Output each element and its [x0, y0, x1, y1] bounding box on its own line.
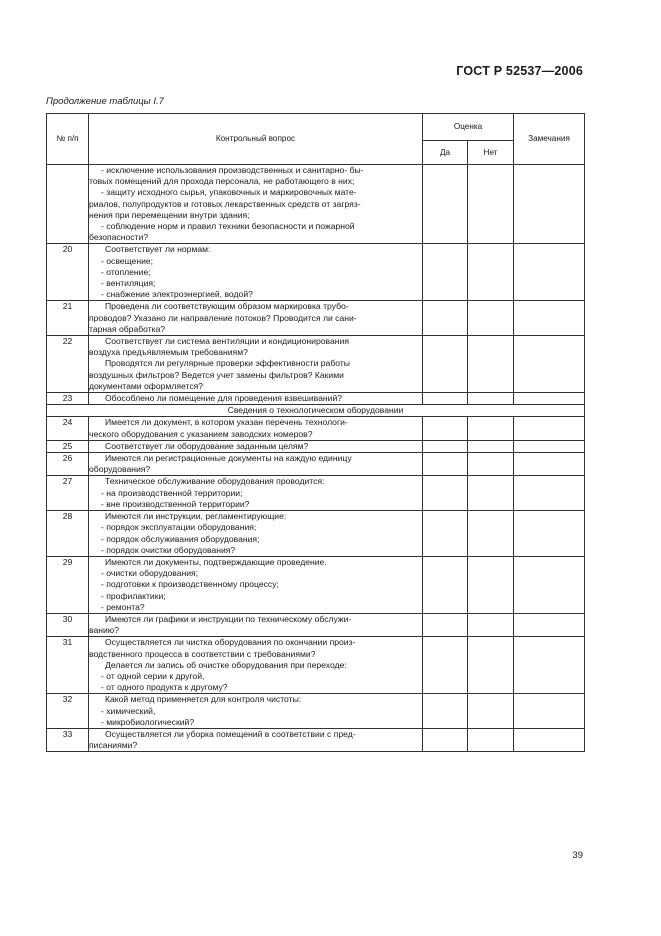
row-number: 20	[47, 244, 89, 301]
yes-cell[interactable]	[423, 440, 468, 452]
question-line: Имеются ли документы, подтверждающие проведение.	[105, 556, 327, 567]
yes-cell[interactable]	[423, 301, 468, 336]
question-cell	[89, 301, 423, 336]
question-line: - вне производственной территории?	[101, 498, 250, 509]
yes-cell[interactable]	[423, 393, 468, 405]
remarks-cell[interactable]	[514, 393, 585, 405]
question-line: - защиту исходного сырья, упаковочных и маркировочных мате-	[101, 187, 357, 198]
yes-cell[interactable]	[423, 336, 468, 393]
question-line: нения при перемещении внутри здания;	[89, 209, 250, 220]
row-number: 28	[47, 511, 89, 557]
yes-cell[interactable]	[423, 728, 468, 751]
question-line: оборудования?	[89, 464, 151, 475]
question-line: - на производственной территории;	[101, 487, 243, 498]
no-cell[interactable]	[468, 336, 514, 393]
question-cell	[89, 453, 423, 476]
question-line: Соответствует ли система вентиляции и кондиционирования	[105, 336, 349, 347]
remarks-cell[interactable]	[514, 476, 585, 511]
no-cell[interactable]	[468, 417, 514, 440]
table-row	[47, 453, 585, 476]
yes-cell[interactable]	[423, 476, 468, 511]
remarks-cell[interactable]	[514, 556, 585, 613]
question-cell	[89, 393, 423, 405]
question-line: - исключение использования производственных и санитарно- бы-	[101, 165, 364, 175]
header-rating: Оценка	[423, 114, 514, 141]
question-cell	[89, 728, 423, 751]
row-number: 23	[47, 393, 89, 405]
question-line: - порядок обслуживания оборудования;	[101, 533, 260, 544]
no-cell[interactable]	[468, 556, 514, 613]
header-question: Контрольный вопрос	[89, 114, 423, 165]
question-line: - порядок очистки оборудования?	[101, 544, 236, 555]
question-line: Имеется ли документ, в котором указан перечень технологи-	[105, 417, 348, 428]
table-row	[47, 440, 585, 452]
question-line: ванию?	[89, 625, 120, 636]
row-number	[47, 165, 89, 244]
question-cell	[89, 417, 423, 440]
remarks-cell[interactable]	[514, 728, 585, 751]
table-row	[47, 244, 585, 301]
question-line: Делается ли запись об очистке оборудования при переходе:	[105, 659, 347, 670]
yes-cell[interactable]	[423, 637, 468, 694]
question-cell	[89, 440, 423, 452]
table-row	[47, 637, 585, 694]
row-number: 32	[47, 694, 89, 729]
question-line: Проводятся ли регулярные проверки эффективности работы	[105, 358, 350, 369]
question-cell	[89, 613, 423, 636]
page-number: 39	[572, 850, 583, 861]
question-line: - очистки оборудования;	[101, 568, 199, 579]
no-cell[interactable]	[468, 453, 514, 476]
question-cell	[89, 336, 423, 393]
remarks-cell[interactable]	[514, 440, 585, 452]
row-number: 30	[47, 613, 89, 636]
row-number: 27	[47, 476, 89, 511]
question-line: Соответствует ли нормам:	[105, 244, 211, 255]
row-number: 26	[47, 453, 89, 476]
question-cell	[89, 244, 423, 301]
question-cell	[89, 637, 423, 694]
question-line: - подготовки к производственному процессу;	[101, 579, 279, 590]
header-yes: Да	[423, 141, 468, 165]
row-number: 21	[47, 301, 89, 336]
question-line: Какой метод применяется для контроля чистоты:	[105, 694, 302, 705]
no-cell[interactable]	[468, 244, 514, 301]
no-cell[interactable]	[468, 637, 514, 694]
table-row	[47, 728, 585, 751]
question-cell	[89, 694, 423, 729]
question-line: - вентиляция;	[101, 278, 156, 289]
question-line: Обособлено ли помещение для проведения взвешиваний?	[105, 393, 343, 404]
question-line: - химический,	[101, 705, 156, 716]
table-row	[47, 694, 585, 729]
table-row	[47, 613, 585, 636]
row-number: 29	[47, 556, 89, 613]
no-cell[interactable]	[468, 728, 514, 751]
question-cell	[89, 511, 423, 557]
table-row	[47, 165, 585, 244]
question-line: - микробиологический?	[101, 716, 195, 727]
no-cell[interactable]	[468, 694, 514, 729]
remarks-cell[interactable]	[514, 301, 585, 336]
question-cell	[89, 165, 423, 244]
question-line: - от одного продукта к другому?	[101, 682, 228, 693]
question-line: тарная обработка?	[89, 323, 166, 334]
yes-cell[interactable]	[423, 165, 468, 244]
section-row	[47, 405, 585, 417]
question-line: водственного процесса в соответствии с требованиями?	[89, 648, 316, 659]
question-line: - от одной серии к другой,	[101, 670, 205, 681]
no-cell[interactable]	[468, 511, 514, 557]
yes-cell[interactable]	[423, 694, 468, 729]
yes-cell[interactable]	[423, 613, 468, 636]
remarks-cell[interactable]	[514, 613, 585, 636]
header-remarks: Замечания	[514, 114, 585, 165]
checklist-table	[46, 113, 585, 752]
question-line: Имеются ли регистрационные документы на каждую единицу	[105, 453, 352, 464]
question-line: Проведена ли соответствующим образом маркировка трубо-	[105, 301, 349, 312]
no-cell[interactable]	[468, 613, 514, 636]
table-row	[47, 417, 585, 440]
yes-cell[interactable]	[423, 453, 468, 476]
no-cell[interactable]	[468, 301, 514, 336]
remarks-cell[interactable]	[514, 637, 585, 694]
question-line: Осуществляется ли уборка помещений в соответствии с пред-	[105, 728, 356, 739]
question-line: писаниями?	[89, 740, 138, 751]
question-line: риалов, полупродуктов и готовых лекарственных средств от загряз-	[89, 198, 361, 209]
question-line: товых помещений для прохода персонала, не работающего в них;	[89, 176, 355, 187]
row-number: 24	[47, 417, 89, 440]
yes-cell[interactable]	[423, 244, 468, 301]
question-line: - профилактики;	[101, 590, 166, 601]
question-line: Имеются ли графики и инструкции по техническому обслужи-	[105, 613, 352, 624]
remarks-cell[interactable]	[514, 453, 585, 476]
question-line: воздуха предъявляемым требованиям?	[89, 347, 248, 358]
yes-cell[interactable]	[423, 556, 468, 613]
row-number: 22	[47, 336, 89, 393]
table-body	[47, 165, 585, 752]
question-line: Осуществляется ли чистка оборудования по окончании произ-	[105, 637, 356, 648]
remarks-cell[interactable]	[514, 165, 585, 244]
table-row	[47, 336, 585, 393]
question-line: проводов? Указано ли направление потоков? Проводится ли сани-	[89, 312, 357, 323]
no-cell[interactable]	[468, 393, 514, 405]
remarks-cell[interactable]	[514, 244, 585, 301]
question-line: - отопление;	[101, 266, 151, 277]
remarks-cell[interactable]	[514, 417, 585, 440]
table-row	[47, 511, 585, 557]
remarks-cell[interactable]	[514, 336, 585, 393]
yes-cell[interactable]	[423, 417, 468, 440]
question-line: Техническое обслуживание оборудования проводится:	[105, 476, 325, 487]
question-line: воздушных фильтров? Ведется учет замены фильтров? Какими	[89, 369, 344, 380]
section-title: Сведения о технологическом оборудовании	[47, 405, 585, 417]
no-cell[interactable]	[468, 476, 514, 511]
header-no: Нет	[468, 141, 514, 165]
table-row	[47, 301, 585, 336]
remarks-cell[interactable]	[514, 694, 585, 729]
row-number: 33	[47, 728, 89, 751]
yes-cell[interactable]	[423, 511, 468, 557]
row-number: 31	[47, 637, 89, 694]
table-row	[47, 393, 585, 405]
standard-code: ГОСТ Р 52537—2006	[456, 64, 583, 78]
table-caption: Продолжение таблицы I.7	[46, 96, 164, 107]
question-cell	[89, 556, 423, 613]
question-cell	[89, 476, 423, 511]
question-line: - снабжение электроэнергией, водой?	[101, 289, 253, 300]
question-line: Имеются ли инструкции, регламентирующие:	[105, 511, 287, 522]
question-line: - порядок эксплуатации оборудования;	[101, 522, 257, 533]
header-num: № п/п	[47, 114, 89, 165]
remarks-cell[interactable]	[514, 511, 585, 557]
question-line: документами оформляется?	[89, 380, 204, 391]
question-line: Соответствует ли оборудование заданным целям?	[105, 440, 309, 451]
question-line: - ремонта?	[101, 601, 145, 612]
table-row	[47, 476, 585, 511]
no-cell[interactable]	[468, 165, 514, 244]
question-line: безопасности?	[89, 232, 149, 243]
table-row	[47, 556, 585, 613]
question-line: - соблюдение норм и правил техники безопасности и пожарной	[101, 221, 355, 232]
question-line: ческого оборудования с указанием заводских номеров?	[89, 428, 313, 439]
question-line: - освещение;	[101, 255, 154, 266]
row-number: 25	[47, 440, 89, 452]
no-cell[interactable]	[468, 440, 514, 452]
